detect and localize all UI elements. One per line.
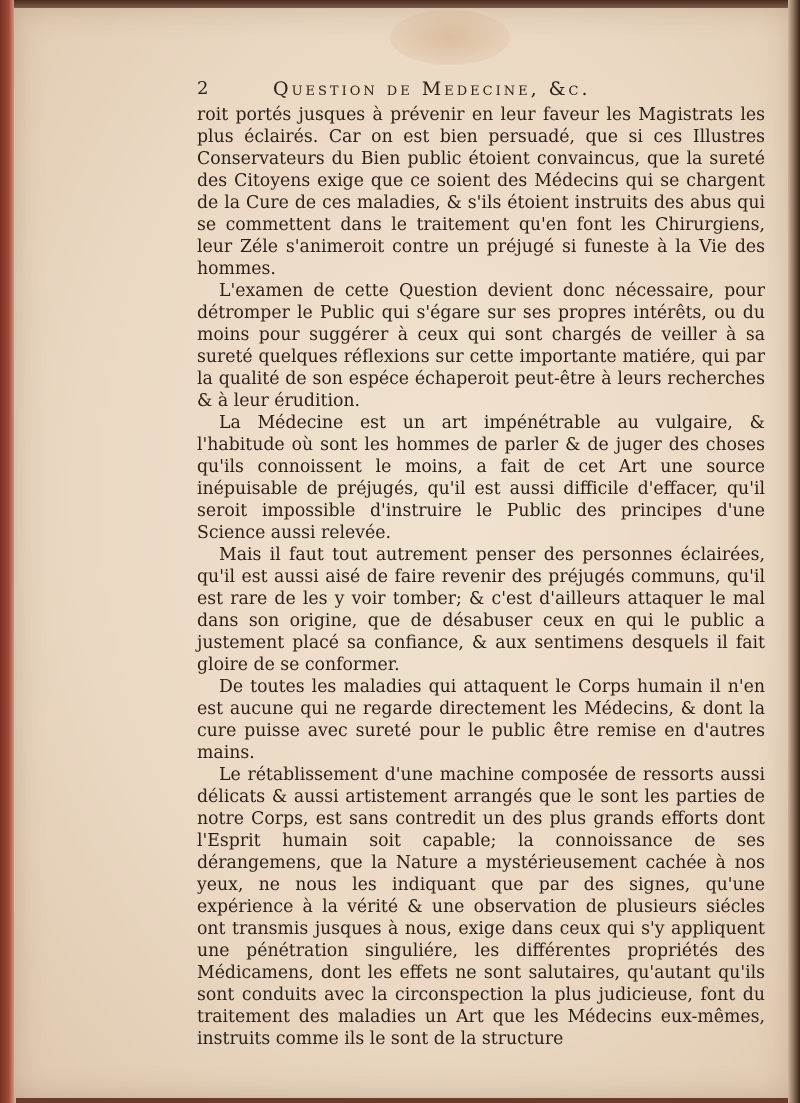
paragraph-5: De toutes les maladies qui attaquent le Corps humain il n'en est aucune qui ne regarde directement les Médecins, & dont la cure puisse avec sureté pour le public être remise en d'autres mains. — [197, 677, 765, 763]
running-title: Question de Medecine, &c. — [273, 78, 591, 100]
page-right-edge — [788, 0, 800, 1103]
paper-stain — [390, 10, 510, 65]
paragraph-6: Le rétablissement d'une machine composée de ressorts aussi délicats & aussi artistement arrangés que le sont les parties de notre Corps, est sans contredit un des plus grands efforts dont l'Esprit humain soit capable; la connoissance de ses dérangemens, que la Nature a mystérieusement cachée à nos yeux, ne nous les indiquant que par des signes, qu'une expérience à la vérité & une observation de plusieurs siécles ont transmis jusques à nous, exige dans ceux qui s'y appliquent une pénétration singuliére, les différentes propriétés des Médicamens, dont les effets ne sont salutaires, qu'autant qu'ils sont conduits avec la circonspection la plus judicieuse, font du traitement des maladies un Art que les Médecins eux-mêmes, instruits comme ils le sont de la structure — [197, 765, 765, 1049]
body-text — [197, 104, 765, 1050]
page-number: 2 — [197, 78, 212, 99]
paragraph-1: roit portés jusques à prévenir en leur faveur les Magistrats les plus éclairés. Car on est bien persuadé, que si ces Illustres Conservateurs du Bien public étoient convaincus, que la sureté des Citoyens exige que ce soient des Médecins qui se chargent de la Cure de ces maladies, & s'ils étoient instruits des abus qui se commettent dans le traitement qu'en font les Chirurgiens, leur Zéle s'animeroit contre un préjugé si funeste à la Vie des hommes. — [197, 105, 765, 279]
page-header — [197, 78, 762, 104]
paragraph-4: Mais il faut tout autrement penser des personnes éclairées, qu'il est aussi aisé de faire revenir des préjugés communs, qu'il est rare de les y voir tomber; & c'est d'ailleurs attaquer le mal dans son origine, que de désabuser ceux en qui le public a justement placé sa confiance, & aux sentimens desquels il fait gloire de se conformer. — [197, 545, 765, 675]
paragraph-2: L'examen de cette Question devient donc nécessaire, pour détromper le Public qui s'égare sur ses propres intérêts, ou du moins pour suggérer à ceux qui sont chargés de veiller à sa sureté quelques réflexions sur cette importante matiére, qui par la qualité de son espéce échaperoit peut-être à leurs recherches & à leur érudition. — [197, 281, 765, 411]
paragraph-3: La Médecine est un art impénétrable au vulgaire, & l'habitude où sont les hommes de parler & de juger des choses qu'ils connoissent le moins, a fait de cet Art une source inépuisable de préjugés, qu'il est aussi difficile d'effacer, qu'il seroit impossible d'instruire le Public des principes d'une Science aussi relevée. — [197, 413, 765, 543]
